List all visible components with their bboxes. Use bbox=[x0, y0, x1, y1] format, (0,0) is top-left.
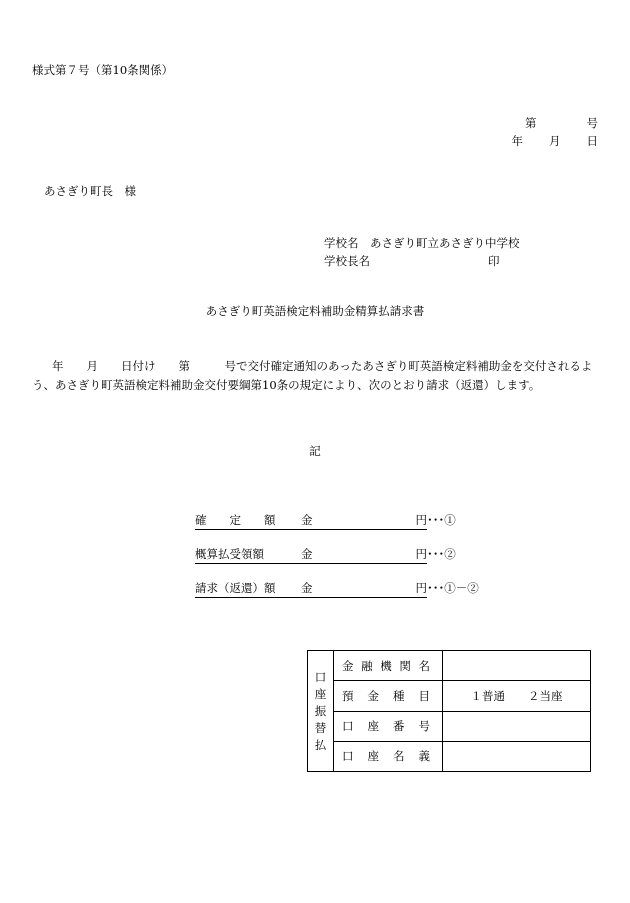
side-label-char: 座 bbox=[314, 686, 327, 701]
bank-name-value[interactable] bbox=[443, 651, 591, 681]
account-holder-value[interactable] bbox=[443, 741, 591, 771]
side-label-char: 口 bbox=[314, 669, 327, 684]
school-name: あさぎり町立あさぎり中学校 bbox=[370, 236, 520, 250]
amount-ref: ･･･①－② bbox=[427, 581, 479, 595]
label-char: 口 bbox=[342, 719, 354, 734]
side-label-char: 替 bbox=[314, 720, 327, 735]
label-char: 融 bbox=[361, 658, 373, 673]
label-char: 義 bbox=[418, 749, 430, 764]
amount-line bbox=[195, 583, 427, 598]
document-date bbox=[512, 136, 599, 148]
account-number-label bbox=[334, 711, 443, 741]
amount-row-claim bbox=[195, 583, 479, 598]
addressee: あさぎり町長 様 bbox=[44, 184, 136, 198]
ki-heading: 記 bbox=[309, 444, 321, 458]
amount-yen: 円 bbox=[415, 547, 427, 561]
body-text: 年 月 日付け 第 号で交付確定通知のあったあさぎり町英語検定料補助金を交付されるよう、あさぎり町英語検定料補助金交付要綱第10条の規定により、次のとおり請求（返還）します。 bbox=[32, 359, 593, 392]
label-char: 預 bbox=[342, 688, 354, 703]
amount-label: 確 定 額 bbox=[195, 513, 276, 527]
amount-kin: 金 bbox=[301, 581, 313, 595]
document-number-prefix: 第 bbox=[525, 116, 537, 130]
label-char: 金 bbox=[367, 688, 379, 703]
seal-mark: 印 bbox=[488, 254, 500, 268]
label-char: 機 bbox=[380, 658, 392, 673]
label-char: 名 bbox=[418, 658, 430, 673]
account-number-value[interactable] bbox=[443, 711, 591, 741]
label-char: 番 bbox=[393, 719, 405, 734]
amount-line bbox=[195, 549, 427, 564]
label-char: 口 bbox=[342, 749, 354, 764]
date-year: 年 bbox=[511, 134, 523, 148]
amount-ref: ･･･② bbox=[427, 547, 456, 561]
label-char: 号 bbox=[418, 719, 430, 734]
label-char: 名 bbox=[393, 749, 405, 764]
principal-label: 学校長名 bbox=[324, 254, 370, 268]
amount-label: 請求（返還）額 bbox=[195, 581, 276, 595]
label-char: 座 bbox=[367, 749, 379, 764]
amount-yen: 円 bbox=[415, 513, 427, 527]
label-char: 種 bbox=[393, 688, 405, 703]
date-month: 月 bbox=[549, 134, 561, 148]
bank-name-label bbox=[334, 651, 443, 681]
document-number-suffix: 号 bbox=[586, 116, 598, 130]
school-name-label: 学校名 bbox=[324, 236, 359, 250]
label-char: 関 bbox=[399, 658, 411, 673]
amount-row-estimated bbox=[195, 549, 456, 564]
school-name-row bbox=[324, 238, 520, 250]
amount-row-confirmed bbox=[195, 515, 456, 530]
amount-line bbox=[195, 515, 427, 530]
deposit-type-value[interactable]: １普通 ２当座 bbox=[443, 681, 591, 711]
amount-label: 概算払受領額 bbox=[195, 547, 264, 561]
deposit-type-label bbox=[334, 681, 443, 711]
label-char: 目 bbox=[418, 688, 430, 703]
label-char: 金 bbox=[342, 658, 354, 673]
date-day: 日 bbox=[586, 134, 598, 148]
bank-transfer-table bbox=[307, 650, 591, 772]
label-char: 座 bbox=[367, 719, 379, 734]
side-label-char: 払 bbox=[314, 737, 327, 752]
principal-row bbox=[324, 256, 500, 268]
amount-kin: 金 bbox=[301, 513, 313, 527]
amount-kin: 金 bbox=[301, 547, 313, 561]
amount-yen: 円 bbox=[415, 581, 427, 595]
amount-ref: ･･･① bbox=[427, 513, 456, 527]
document-number bbox=[525, 118, 598, 130]
bank-transfer-side-label bbox=[308, 651, 334, 772]
document-title: あさぎり町英語検定料補助金精算払請求書 bbox=[205, 304, 425, 318]
form-number: 様式第７号（第10条関係） bbox=[32, 63, 174, 77]
side-label-char: 振 bbox=[314, 703, 327, 718]
account-holder-label bbox=[334, 741, 443, 771]
